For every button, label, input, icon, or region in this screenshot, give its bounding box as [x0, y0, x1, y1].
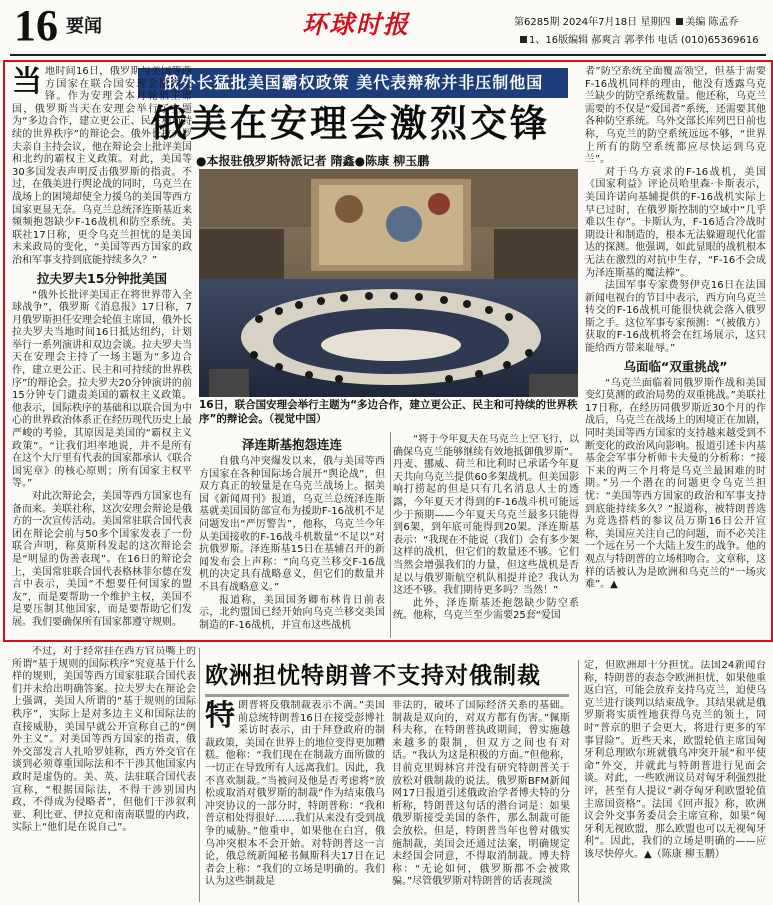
- dropcap: 特: [205, 700, 235, 733]
- second-paragraph: 非法的，破坏了国际经济关系的基础。制裁是双向的，对双方都有伤害。”佩斯科夫称，在特朗普执政期间，曾实施越来越多的限制，但双方之间也有对话。“我认为这是积极的方面。”但他称，目前克里姆林宫并没有研究特朗普关于放松对俄制裁的说法。俄罗斯BFM新闻网17日报道引述俄政治学者博夫特的分析称，特朗普这句话的潜台词是：如果俄罗斯接受美国的条件，那么制裁可能会放松。但是，特朗普当年也曾对俄实施制裁，美国会还通过法案，明确规定未经国会同意，不得取消制裁。博夫特称：“无论如何，俄罗斯都不会被欺骗。”尽管俄罗斯对特朗普的话表现淡: [392, 700, 570, 888]
- header-rule: [10, 54, 766, 56]
- lead-paragraph: 法国军事专家费努伊克16日在法国新闻电视台的节目中表示，西方向乌克兰转交的F-16战机可能很快就会落入俄罗斯之手。这位军事专家预测：“（被俄方）获取的F-16战机将会在红场展示，这只能给西方带来耻辱。”: [585, 280, 766, 355]
- second-paragraph: 定，但欧洲却十分担忧。法国24新闻台称，特朗普的表态令欧洲担忧，如果他重返白宫，可能会放弃支持乌克兰，迫使乌克兰进行谈判以结束战争。其结果就是俄罗斯将实质性地获得乌克兰的领土，同时“普京的胆子会更大，将进行更多的军事冒险”。近些天来，欧盟轮值主席国匈牙利总理欧尔班就俄乌冲突开展“和平使命”外交，并就此与特朗普进行见面会谈。对此，一些欧洲议员对匈牙利强烈批评，甚至有人提议“剥夺匈牙利欧盟轮值主席国资格”。法国《回声报》称，欧洲议会外交事务委员会主席宣称，如果“匈牙利无视欧盟，那么欧盟也可以无视匈牙利”。因此，我们的立场是明确的——应该尽快停火。▲（陈康 柳玉鹏）: [584, 660, 766, 860]
- lead-column-3: [393, 434, 579, 640]
- second-column-c: [584, 660, 766, 902]
- column-divider: [390, 432, 391, 638]
- second-headline: 欧洲担忧特朗普不支持对俄制裁: [205, 663, 541, 689]
- photo-caption: 16日，联合国安理会举行主题为“多边合作，建立更公正、民主和可持续的世界秩序”的辩论会。（视觉中国）: [199, 399, 578, 425]
- page-editor-label: 1、16版编辑: [529, 35, 589, 46]
- headline-rule: [205, 694, 569, 697]
- phone-number: (010)65369616: [680, 35, 759, 46]
- un-security-council-photo: [199, 169, 578, 397]
- editor-info: [514, 31, 759, 46]
- lead-headline: 俄美在安理会激烈交锋: [150, 102, 550, 145]
- lead-paragraph: 者”防空系统全面覆盖领空，但基于需要F-16战机同样的理由，他没有透露乌克兰缺少的防空系统数量。他还称，乌克兰需要的不仅是“爱国者”系统，还需要其他各种防空系统。乌外交部长库列巴日前也称，乌克兰的防空系统远远不够，“世界上所有的防空系统都应尽快运到乌克兰”。: [585, 66, 766, 166]
- dropcap: 当: [12, 66, 42, 99]
- section-title: 要闻: [66, 16, 102, 37]
- issue-info: [514, 13, 739, 28]
- lead-paragraph: 对此次辩论会，美国等西方国家也有备而来。美联社称，这次安理会辩论是俄方的一次宣传活动。美国常驻联合国代表团在辩论会前与50多个国家发表了一份联合声明，称莫斯科发起的这次辩论会是“明显的伪善表现”。在16日的辩论会上，美国常驻联合国代表格林菲尔德在发言中表示，美国“不想要任何国家的盟友”，而是要帮助一个维护主权，美国不是要压制其他国家，而是要帮助它们发展。我们要确保所有国家都遵守规则。: [12, 491, 192, 628]
- issue-date-line: 第6285期 2024年7月18日 星期四: [514, 17, 671, 28]
- newspaper-logo: 环球时报: [302, 10, 411, 39]
- lead-byline: ●本报驻俄罗斯特派记者 隋鑫●陈康 柳玉鹏: [196, 154, 430, 168]
- lead-paragraph: 不过，对于经常挂在西方官员嘴上的所谓“基于规则的国际秩序”究竟基于什么样的规则，美国等西方国家驻联合国代表们并未给出明确答案。拉夫罗夫在辩论会上强调，美国人所谓的“基于规则的国际秩序”，实际上是对多边主义和国际法的直接威胁，美国早就公开宣称自己的“例外主义”。对美国等西方国家的指责，俄外交部发言人扎哈罗娃称，西方外交官在谈到必须尊重国际法和不干涉其他国家内政时是虚伪的。美、英、法驻联合国代表宣称，“根据国际法，不得干涉别国内政，不得成为侵略者”，但他们干涉叙利亚、利比亚、伊拉克和南南联盟的内政，实际上“他们是在说自己”。: [12, 646, 196, 834]
- lead-column-2: [199, 434, 385, 640]
- second-column-a: [205, 700, 385, 902]
- subhead-lavrov: 拉夫罗夫15分钟批美国: [37, 270, 167, 286]
- page-number: 16: [14, 1, 58, 50]
- lead-paragraph: 自俄乌冲突爆发以来，俄与美国等西方国家在各种国际场合展开“舆论战”，但双方真正的较量是在乌克兰战场上。据美国《新闻周刊》报道，乌克兰总统泽连斯基就美国国防部宣布为援助F-16战机不足问题发出“严厉警告”，他称，乌克兰今年从美国接收的F-16战斗机数量“不足以”对抗俄罗斯。泽连斯基15日在基辅召开的新闻发布会上声称：“向乌克兰移交F-16战机的决定具有战略意义，但它们的数量并不具有战略意义。”: [199, 456, 385, 593]
- lead-column-4: [585, 66, 766, 640]
- page-editors: 郝爽言 郭孝伟: [591, 35, 655, 46]
- lead-paragraph: “俄外长批评美国正在将世界带入全球战争”，俄罗斯《消息报》17日称，7月俄罗斯担任安理会轮值主席国，俄外长拉夫罗夫当地时间16日抵达纽约，计划举行一系列演讲和双边会谈。拉夫罗夫当天在安理会主持了一场主题为“多边合作，建立更公正、民主和可持续的世界秩序”的辩论会。拉夫罗夫20分钟演讲的前15分钟专门谴责美国的霸权主义政策。他表示，国际秩序的基础和以联合国为中心的世界政治体系正在经历现代历史上最严峻的考验，其原因是美国的“霸权主义政策”。“让我们坦率地说，并不是所有在这个大厅里有代表的国家都承认《联合国宪章》的核心原则；所有国家主权平等。”: [12, 289, 192, 490]
- lead-paragraph: “乌克兰面临着同俄罗斯作战和美国变幻莫测的政治局势的双重挑战。”美联社17日称，在经历同俄罗斯近30个月的作战后，乌克兰在战场上的困境正在加剧，同时美国等西方国家的支持越来越受到不断变化的政治风向影响。报道引述卡内基基金会军事分析师卡夫曼的分析称：“接下来的两三个月将是乌克兰最困难的时期。”另一个潜在的问题更令乌克兰担忧：“美国等西方国家的政治和军事支持到底能持续多久？”报道称，被特朗普选为竞选搭档的参议员万斯16日公开宣称，美国应关注自己的问题，而不必关注一个远在另一个大陆上发生的战争。他的观点与特朗普的立场相吻合。文章称，这样的话被认为是欧洲和乌克兰的“一场灾难”。▲: [585, 377, 766, 591]
- lead-paragraph: 地时间16日，俄罗斯与美国等西方国家在联合国安理会激烈交锋。作为安理会本月轮值主席国，俄罗斯当天在安理会举行了主题为“多边合作，建立更公正、民主和可持续的世界秩序”的辩论会。俄外长拉夫罗夫亲自主持会议，他在辩论会上批评美国和北约的霸权主义政策。对此，美国等30多国发表声明反击俄罗斯的指责。不过，在俄美进行舆论战的同时，乌克兰在战场上的困境却使全力援乌的美国等西方国家更显无奈。乌克兰总统泽连斯基近来频频抱怨缺少F-16战机和防空系统。美联社17日称，更令乌克兰担忧的是美国未来政局的变化，“美国等西方国家的政治和军事支持到底能持续多久？”: [12, 66, 192, 266]
- column-divider: [578, 660, 579, 902]
- square-bullet-icon: [676, 18, 683, 25]
- lead-paragraph: “将于今年夏天在乌克兰上空飞行，以确保乌克兰能够继续有效地抵御俄罗斯”。丹麦、挪威、荷兰和比利时已承诺今年夏天共向乌克兰提供60多架战机。但美国影响打捞起的但是只有几名消息人士的透露，今年夏天才得到的F-16战斗机可能远少于预期——今年夏天乌克兰最多只能得到6架，到年底可能得到20架。泽连斯基表示：“我现在不能说（我们）会有多少架这样的战机，但它们的数量还不够。它们当然会增强我们的力量，但这些战机是否足以与俄罗斯航空机队相提并论？我认为这还不够。我们期待更多吗？当然！”: [393, 434, 579, 597]
- second-paragraph: 朗普将反俄制裁表示不满。”美国前总统特朗普16日在接受彭博社采访时表示，由于拜登政府的制裁政策，美国在世界上的地位变得更加糟糕。他称：“我们现在在制裁方面所做的一切正在导致所有人远离我们。因此，我不喜欢制裁。”当被问及他是否考虑将“放松或取消对俄罗斯的制裁”作为结束俄乌冲突协议的一部分时，特朗普称：“我和普京相处得很好……我们从来没有受到战争的威胁。”他重申，如果他在白宫，俄乌冲突根本不会开始。对特朗普这一言论，俄总统新闻秘书佩斯科夫17日在记者会上称：“我们的立场是明确的。我们认为这些制裁是: [205, 700, 385, 888]
- lead-column-1: [12, 66, 192, 642]
- second-column-b: [392, 700, 570, 902]
- subhead-zelensky: 泽连斯基抱怨连连: [241, 437, 342, 452]
- lead-paragraph: 报道称，美国国务卿布林肯日前表示，北约盟国已经开始向乌克兰移交美国制造的F-16战机，并宣布这些战机: [199, 594, 385, 631]
- phone-label: 电话: [657, 35, 678, 46]
- lead-paragraph: 此外，泽连斯基还抱怨缺少防空系统。他称，乌克兰至少需要25套“爱国: [393, 597, 579, 622]
- art-editor-label: 美编: [685, 17, 706, 28]
- lead-paragraph: 对于乌方哀求的F-16战机，美国《国家利益》评论员哈里森·卡斯表示，美国许诺向基辅提供的F-16战机实际上早已过时，在俄罗斯控制的空域中“几乎难以生存”。卡斯认为，F-16适合冷战时期设计和制造的，根本无法躲避现代化雷达的探测。他强调，如此显眼的战机根本无法在激烈的对抗中生存，“F-16不会成为泽连斯基的魔法棒”。: [585, 166, 766, 279]
- art-editor: 陈孟乔: [708, 17, 739, 28]
- square-bullet-icon: [520, 36, 527, 43]
- column-divider: [199, 648, 200, 902]
- subhead-double-challenge: 乌面临“双重挑战”: [623, 358, 728, 374]
- lead-column-continued: [12, 646, 196, 902]
- lead-kicker: 俄外长猛批美国霸权政策 美代表辩称并非压制他国: [138, 68, 568, 98]
